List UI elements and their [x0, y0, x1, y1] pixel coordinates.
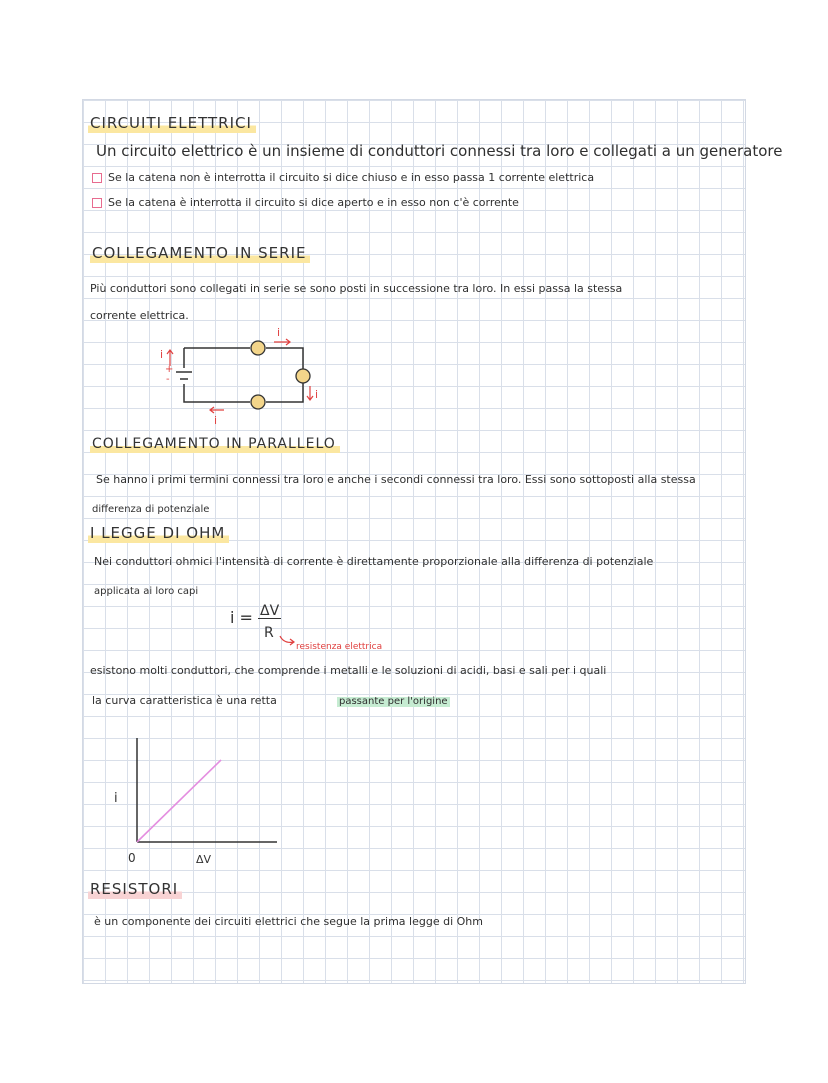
arrow-icon [278, 634, 298, 648]
formula-denominator: R [264, 625, 274, 641]
circuit-node [251, 395, 265, 409]
resistors-text: è un componente dei circuiti elettrici che segue la prima legge di Ohm [94, 915, 483, 928]
x-axis-label: ΔV [196, 853, 212, 866]
title-legge-ohm: I LEGGE DI OHM [88, 526, 229, 543]
series-text-1: Più conduttori sono collegati in serie se sono posti in successione tra loro. In essi passa la stessa [90, 282, 623, 295]
characteristic-line [137, 760, 221, 842]
label-plus: + [165, 364, 174, 375]
label-i-top: i [277, 326, 281, 339]
formula-lhs: i = [230, 608, 253, 627]
circuit-wire [266, 383, 303, 402]
current-arrow-icon [274, 339, 290, 345]
title-collegamento-parallelo: COLLEGAMENTO IN PARALLELO [90, 437, 340, 453]
bullet-open-circuit: Se la catena è interrotta il circuito si dice aperto e in esso non c'è corrente [108, 196, 519, 209]
circuit-wire [266, 348, 303, 369]
ohm-text-4b-highlight: passante per l'origine [339, 696, 448, 707]
circuit-wire [184, 384, 250, 402]
parallel-text-1: Se hanno i primi termini connessi tra loro e anche i secondi connessi tra loro. Essi sono sottoposti alla stessa [96, 473, 696, 486]
current-arrow-icon [307, 386, 313, 400]
series-circuit-diagram [150, 322, 330, 432]
parallel-text-2: differenza di potenziale [92, 504, 210, 515]
title-circuiti-elettrici: CIRCUITI ELETTRICI [88, 116, 256, 133]
circuits-definition: Un circuito elettrico è un insieme di conduttori connessi tra loro e collegati a un generatore [96, 142, 783, 160]
ohm-graph [90, 730, 290, 870]
current-arrow-icon [210, 407, 224, 413]
checkbox-icon [92, 173, 102, 183]
label-i-right: i [315, 388, 319, 401]
checkbox-icon [92, 198, 102, 208]
y-axis-label: i [114, 791, 118, 806]
ohm-text-4a: la curva caratteristica è una retta [92, 694, 277, 707]
formula-note: resistenza elettrica [296, 642, 383, 652]
label-minus: - [166, 374, 170, 385]
ohm-text-2: applicata ai loro capi [94, 586, 199, 597]
series-text-2: corrente elettrica. [90, 309, 189, 322]
label-i-bottom: i [214, 414, 218, 427]
label-i-left: i [160, 348, 164, 361]
formula-numerator: ΔV [260, 603, 280, 619]
origin-label: 0 [128, 851, 136, 865]
title-resistori: RESISTORI [88, 882, 182, 899]
circuit-node [251, 341, 265, 355]
circuit-node [296, 369, 310, 383]
title-collegamento-serie: COLLEGAMENTO IN SERIE [90, 246, 310, 263]
ohm-text-1: Nei conduttori ohmici l'intensità di corrente è direttamente proporzionale alla differenza di potenziale [94, 555, 654, 568]
ohm-text-3: esistono molti conduttori, che comprende i metalli e le soluzioni di acidi, basi e sali per i quali [90, 664, 607, 677]
bullet-closed-circuit: Se la catena non è interrotta il circuito si dice chiuso e in esso passa 1 corrente elettrica [108, 171, 595, 184]
